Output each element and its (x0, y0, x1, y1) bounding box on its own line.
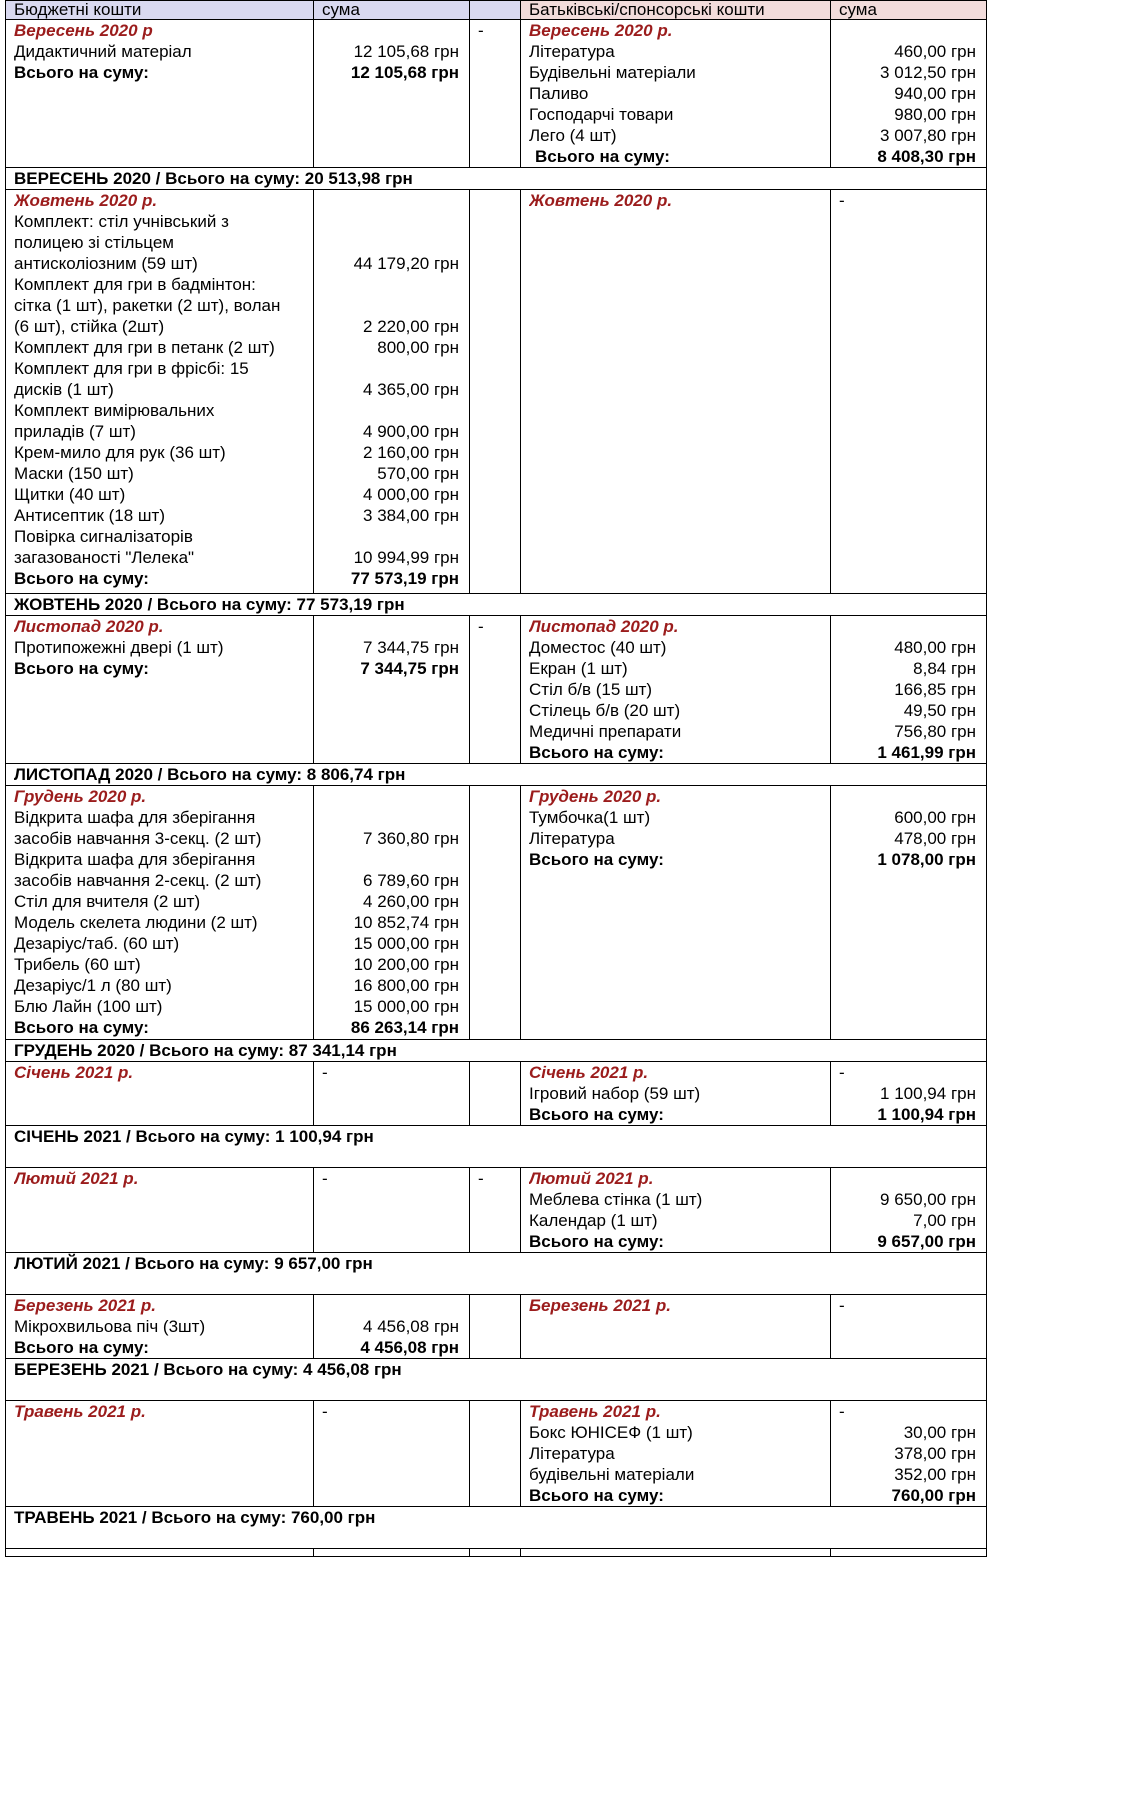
month-summary: БЕРЕЗЕНЬ 2021 / Всього на суму: 4 456,08 грн (6, 1359, 987, 1401)
month-summary: ЛИСТОПАД 2020 / Всього на суму: 8 806,74 грн (6, 764, 987, 786)
month-row-jan (6, 1062, 987, 1126)
item-label: Модель скелета людини (2 шт) (14, 913, 258, 932)
total-label: Всього на суму: (14, 1018, 149, 1037)
item-label: Відкрита шафа для зберігання (14, 808, 256, 827)
parent-cell-feb (521, 1168, 831, 1253)
header-empty (470, 1, 521, 20)
summary-row-may (6, 1507, 987, 1549)
separator-cell (470, 1401, 521, 1507)
item-label: приладів (7 шт) (14, 422, 136, 441)
budget-cell-mar (6, 1295, 314, 1359)
item-label: Блю Лайн (100 шт) (14, 997, 163, 1016)
total-label: Всього на суму: (529, 1105, 664, 1124)
parent-cell-mar (521, 1295, 831, 1359)
month-title: Грудень 2020 р. (14, 787, 147, 806)
item-label: Мікрохвильова піч (3шт) (14, 1317, 206, 1336)
header-parent: Батьківські/спонсорські кошти (521, 1, 831, 20)
total-label: Всього на суму: (14, 659, 149, 678)
month-title: Жовтень 2020 р. (529, 191, 673, 210)
item-amount (322, 807, 459, 828)
month-row-may (6, 1401, 987, 1507)
item-label: Комплект для гри в фрісбі: 15 (14, 359, 249, 378)
item-amount: 460,00 грн (894, 42, 976, 61)
item-label: Антисептик (18 шт) (14, 506, 165, 525)
item-label: засобів навчання 2-секц. (2 шт) (14, 871, 262, 890)
budget-amount-cell-may: - (314, 1401, 470, 1507)
budget-amount-cell-dec (314, 786, 470, 1040)
item-label: Література (529, 1444, 615, 1463)
parent-cell-nov (521, 616, 831, 764)
item-amount: 9 650,00 грн (880, 1190, 976, 1209)
item-amount: 756,80 грн (894, 722, 976, 741)
item-label: будівельні матеріали (529, 1465, 695, 1484)
item-label: Дезаріус/таб. (60 шт) (14, 934, 180, 953)
item-label: Стілець б/в (20 шт) (529, 701, 681, 720)
item-label: Доместос (40 шт) (529, 638, 667, 657)
parent-amount-cell-jan (831, 1062, 987, 1126)
month-title: Лютий 2021 р. (14, 1169, 139, 1188)
budget-amount-cell-nov (314, 616, 470, 764)
parent-amount-cell-dec (831, 786, 987, 1040)
item-amount: 4 900,00 грн (363, 422, 459, 441)
summary-row-sep (6, 168, 987, 190)
item-label: Повірка сигналізаторів (14, 527, 193, 546)
separator-cell (470, 1295, 521, 1359)
budget-amount-cell-jan: - (314, 1062, 470, 1126)
item-amount: 352,00 грн (894, 1465, 976, 1484)
item-amount (322, 400, 459, 421)
item-label: Екран (1 шт) (529, 659, 628, 678)
total-amount: 86 263,14 грн (350, 1018, 459, 1037)
month-title: Січень 2021 р. (529, 1063, 649, 1082)
item-amount: 1 100,94 грн (880, 1084, 976, 1103)
item-amount (322, 211, 459, 232)
item-amount: 16 800,00 грн (353, 976, 459, 995)
summary-row-oct (6, 594, 987, 616)
budget-cell-may (6, 1401, 314, 1507)
header-sum-parent: сума (831, 1, 987, 20)
total-label: Всього на суму: (529, 850, 664, 869)
month-summary: ТРАВЕНЬ 2021 / Всього на суму: 760,00 грн (6, 1507, 987, 1549)
parent-cell-may (521, 1401, 831, 1507)
item-amount: 3 007,80 грн (880, 126, 976, 145)
empty-cell (831, 1549, 987, 1557)
item-label: Література (529, 42, 615, 61)
item-amount: 4 456,08 грн (363, 1317, 459, 1336)
item-label: Стіл б/в (15 шт) (529, 680, 653, 699)
item-amount: 30,00 грн (903, 1423, 976, 1442)
parent-amount-cell-oct: - (831, 190, 987, 594)
budget-cell-nov (6, 616, 314, 764)
budget-cell-feb (6, 1168, 314, 1253)
item-amount: 49,50 грн (903, 701, 976, 720)
item-label: Комплект для гри в петанк (2 шт) (14, 338, 275, 357)
month-title: Грудень 2020 р. (529, 787, 662, 806)
month-row-dec (6, 786, 987, 1040)
item-label: Комплект: стіл учнівський з (14, 212, 229, 231)
month-row-sep (6, 20, 987, 168)
month-summary: ВЕРЕСЕНЬ 2020 / Всього на суму: 20 513,98 грн (6, 168, 987, 190)
item-amount: 3 384,00 грн (363, 506, 459, 525)
item-amount: 4 260,00 грн (363, 892, 459, 911)
month-title: Лютий 2021 р. (529, 1169, 654, 1188)
month-title: Вересень 2020 р. (529, 21, 673, 40)
total-amount: 1 461,99 грн (877, 743, 976, 762)
month-title: Травень 2021 р. (14, 1402, 146, 1421)
item-amount: 12 105,68 грн (353, 42, 459, 61)
month-title: Вересень 2020 р (14, 21, 153, 40)
item-amount: 7,00 грн (913, 1211, 976, 1230)
item-label: Крем-мило для рук (36 шт) (14, 443, 226, 462)
parent-cell-dec (521, 786, 831, 1040)
item-amount: 478,00 грн (894, 829, 976, 848)
trailing-row (6, 1549, 987, 1557)
parent-amount-cell-feb (831, 1168, 987, 1253)
item-label: Дидактичний матеріал (14, 42, 192, 61)
month-row-oct (6, 190, 987, 594)
budget-cell-jan (6, 1062, 314, 1126)
item-amount (322, 358, 459, 379)
total-amount: 9 657,00 грн (877, 1232, 976, 1251)
total-label: Всього на суму: (14, 1338, 149, 1357)
header-budget: Бюджетні кошти (6, 1, 314, 20)
item-amount: 980,00 грн (894, 105, 976, 124)
item-label: дисків (1 шт) (14, 380, 114, 399)
month-title: Листопад 2020 р. (529, 617, 679, 636)
item-amount: 600,00 грн (894, 808, 976, 827)
total-label: Всього на суму: (529, 743, 664, 762)
month-title: Січень 2021 р. (14, 1063, 134, 1082)
item-label: засобів навчання 3-секц. (2 шт) (14, 829, 262, 848)
item-label: Протипожежні двері (1 шт) (14, 638, 224, 657)
budget-cell-dec (6, 786, 314, 1040)
item-amount (322, 295, 459, 316)
empty-cell (521, 1549, 831, 1557)
budget-amount-cell-sep (314, 20, 470, 168)
item-label: Стіл для вчителя (2 шт) (14, 892, 201, 911)
empty-cell (314, 1549, 470, 1557)
total-label: Всього на суму: (529, 1232, 664, 1251)
month-title: Жовтень 2020 р. (14, 191, 158, 210)
item-amount (322, 274, 459, 295)
summary-row-feb (6, 1253, 987, 1295)
item-label: Тумбочка(1 шт) (529, 808, 651, 827)
item-label: Календар (1 шт) (529, 1211, 658, 1230)
month-title: Березень 2021 р. (14, 1296, 156, 1315)
item-amount: 44 179,20 грн (353, 254, 459, 273)
item-amount: 166,85 грн (894, 680, 976, 699)
budget-cell-oct (6, 190, 314, 594)
item-label: Бокс ЮНІСЕФ (1 шт) (529, 1423, 693, 1442)
item-label: Господарчі товари (529, 105, 674, 124)
total-amount: 760,00 грн (891, 1486, 976, 1505)
dash-mark: - (839, 1063, 845, 1082)
item-amount: 6 789,60 грн (363, 871, 459, 890)
total-amount: 8 408,30 грн (877, 147, 976, 166)
budget-amount-cell-feb: - (314, 1168, 470, 1253)
item-amount: 7 344,75 грн (363, 638, 459, 657)
item-label: Ігровий набор (59 шт) (529, 1084, 701, 1103)
item-label: Комплект вимірювальних (14, 401, 215, 420)
item-label: (6 шт), стійка (2шт) (14, 317, 165, 336)
dash-mark: - (839, 1402, 845, 1421)
item-amount: 3 012,50 грн (880, 63, 976, 82)
parent-amount-cell-nov (831, 616, 987, 764)
item-label: антисколіозним (59 шт) (14, 254, 198, 273)
item-label: Дезаріус/1 л (80 шт) (14, 976, 172, 995)
item-amount: 8,84 грн (913, 659, 976, 678)
month-row-feb (6, 1168, 987, 1253)
month-row-nov (6, 616, 987, 764)
parent-cell-sep (521, 20, 831, 168)
item-label: Медичні препарати (529, 722, 682, 741)
total-label: Всього на суму: (529, 1486, 664, 1505)
item-amount: 2 220,00 грн (363, 317, 459, 336)
total-amount: 4 456,08 грн (360, 1338, 459, 1357)
item-amount (322, 526, 459, 547)
item-amount: 10 852,74 грн (353, 913, 459, 932)
separator-cell: - (470, 20, 521, 168)
item-amount: 10 994,99 грн (353, 548, 459, 567)
item-label: Будівельні матеріали (529, 63, 696, 82)
parent-amount-cell-mar: - (831, 1295, 987, 1359)
item-amount: 10 200,00 грн (353, 955, 459, 974)
parent-cell-jan (521, 1062, 831, 1126)
summary-row-nov (6, 764, 987, 786)
budget-amount-cell-oct (314, 190, 470, 594)
month-summary: СІЧЕНЬ 2021 / Всього на суму: 1 100,94 грн (6, 1126, 987, 1168)
total-label: Всього на суму: (14, 63, 149, 82)
separator-cell: - (470, 1168, 521, 1253)
item-label: Комплект для гри в бадмінтон: (14, 275, 256, 294)
total-amount: 1 100,94 грн (877, 1105, 976, 1124)
month-title: Березень 2021 р. (529, 1296, 671, 1315)
item-label: Лего (4 шт) (529, 126, 617, 145)
total-label: Всього на суму: (535, 147, 670, 166)
summary-row-dec (6, 1040, 987, 1062)
item-label: загазованості "Лелека" (14, 548, 195, 567)
expenses-table (5, 0, 987, 1557)
summary-row-jan (6, 1126, 987, 1168)
budget-cell-sep (6, 20, 314, 168)
total-label: Всього на суму: (14, 569, 149, 588)
month-summary: ЖОВТЕНЬ 2020 / Всього на суму: 77 573,19 грн (6, 594, 987, 616)
parent-amount-cell-may (831, 1401, 987, 1507)
item-label: Маски (150 шт) (14, 464, 134, 483)
item-amount: 570,00 грн (377, 464, 459, 483)
item-amount: 4 000,00 грн (363, 485, 459, 504)
separator-cell (470, 190, 521, 594)
item-label: Меблева стінка (1 шт) (529, 1190, 703, 1209)
budget-amount-cell-mar (314, 1295, 470, 1359)
item-amount (322, 232, 459, 253)
item-label: Відкрита шафа для зберігання (14, 850, 256, 869)
total-amount: 7 344,75 грн (360, 659, 459, 678)
item-amount: 480,00 грн (894, 638, 976, 657)
empty-cell (470, 1549, 521, 1557)
item-amount: 7 360,80 грн (363, 829, 459, 848)
separator-cell: - (470, 616, 521, 764)
month-summary: ЛЮТИЙ 2021 / Всього на суму: 9 657,00 грн (6, 1253, 987, 1295)
table-header (6, 1, 987, 20)
item-label: Трибель (60 шт) (14, 955, 141, 974)
separator-cell (470, 1062, 521, 1126)
item-label: Паливо (529, 84, 589, 103)
header-sum-budget: сума (314, 1, 470, 20)
item-amount (322, 849, 459, 870)
item-amount: 15 000,00 грн (353, 997, 459, 1016)
item-amount: 4 365,00 грн (363, 380, 459, 399)
parent-cell-oct (521, 190, 831, 594)
item-amount: 15 000,00 грн (353, 934, 459, 953)
summary-row-mar (6, 1359, 987, 1401)
month-title: Листопад 2020 р. (14, 617, 164, 636)
item-amount: 378,00 грн (894, 1444, 976, 1463)
item-amount: 800,00 грн (377, 338, 459, 357)
item-label: Література (529, 829, 615, 848)
item-label: сітка (1 шт), ракетки (2 шт), волан (14, 296, 281, 315)
parent-amount-cell-sep (831, 20, 987, 168)
total-amount: 12 105,68 грн (350, 63, 459, 82)
item-label: Щитки (40 шт) (14, 485, 126, 504)
total-amount: 1 078,00 грн (877, 850, 976, 869)
item-amount: 2 160,00 грн (363, 443, 459, 462)
separator-cell (470, 786, 521, 1040)
month-row-mar (6, 1295, 987, 1359)
month-summary: ГРУДЕНЬ 2020 / Всього на суму: 87 341,14 грн (6, 1040, 987, 1062)
item-label: полицею зі стільцем (14, 233, 174, 252)
item-amount: 940,00 грн (894, 84, 976, 103)
month-title: Травень 2021 р. (529, 1402, 661, 1421)
empty-cell (6, 1549, 314, 1557)
total-amount: 77 573,19 грн (350, 569, 459, 588)
